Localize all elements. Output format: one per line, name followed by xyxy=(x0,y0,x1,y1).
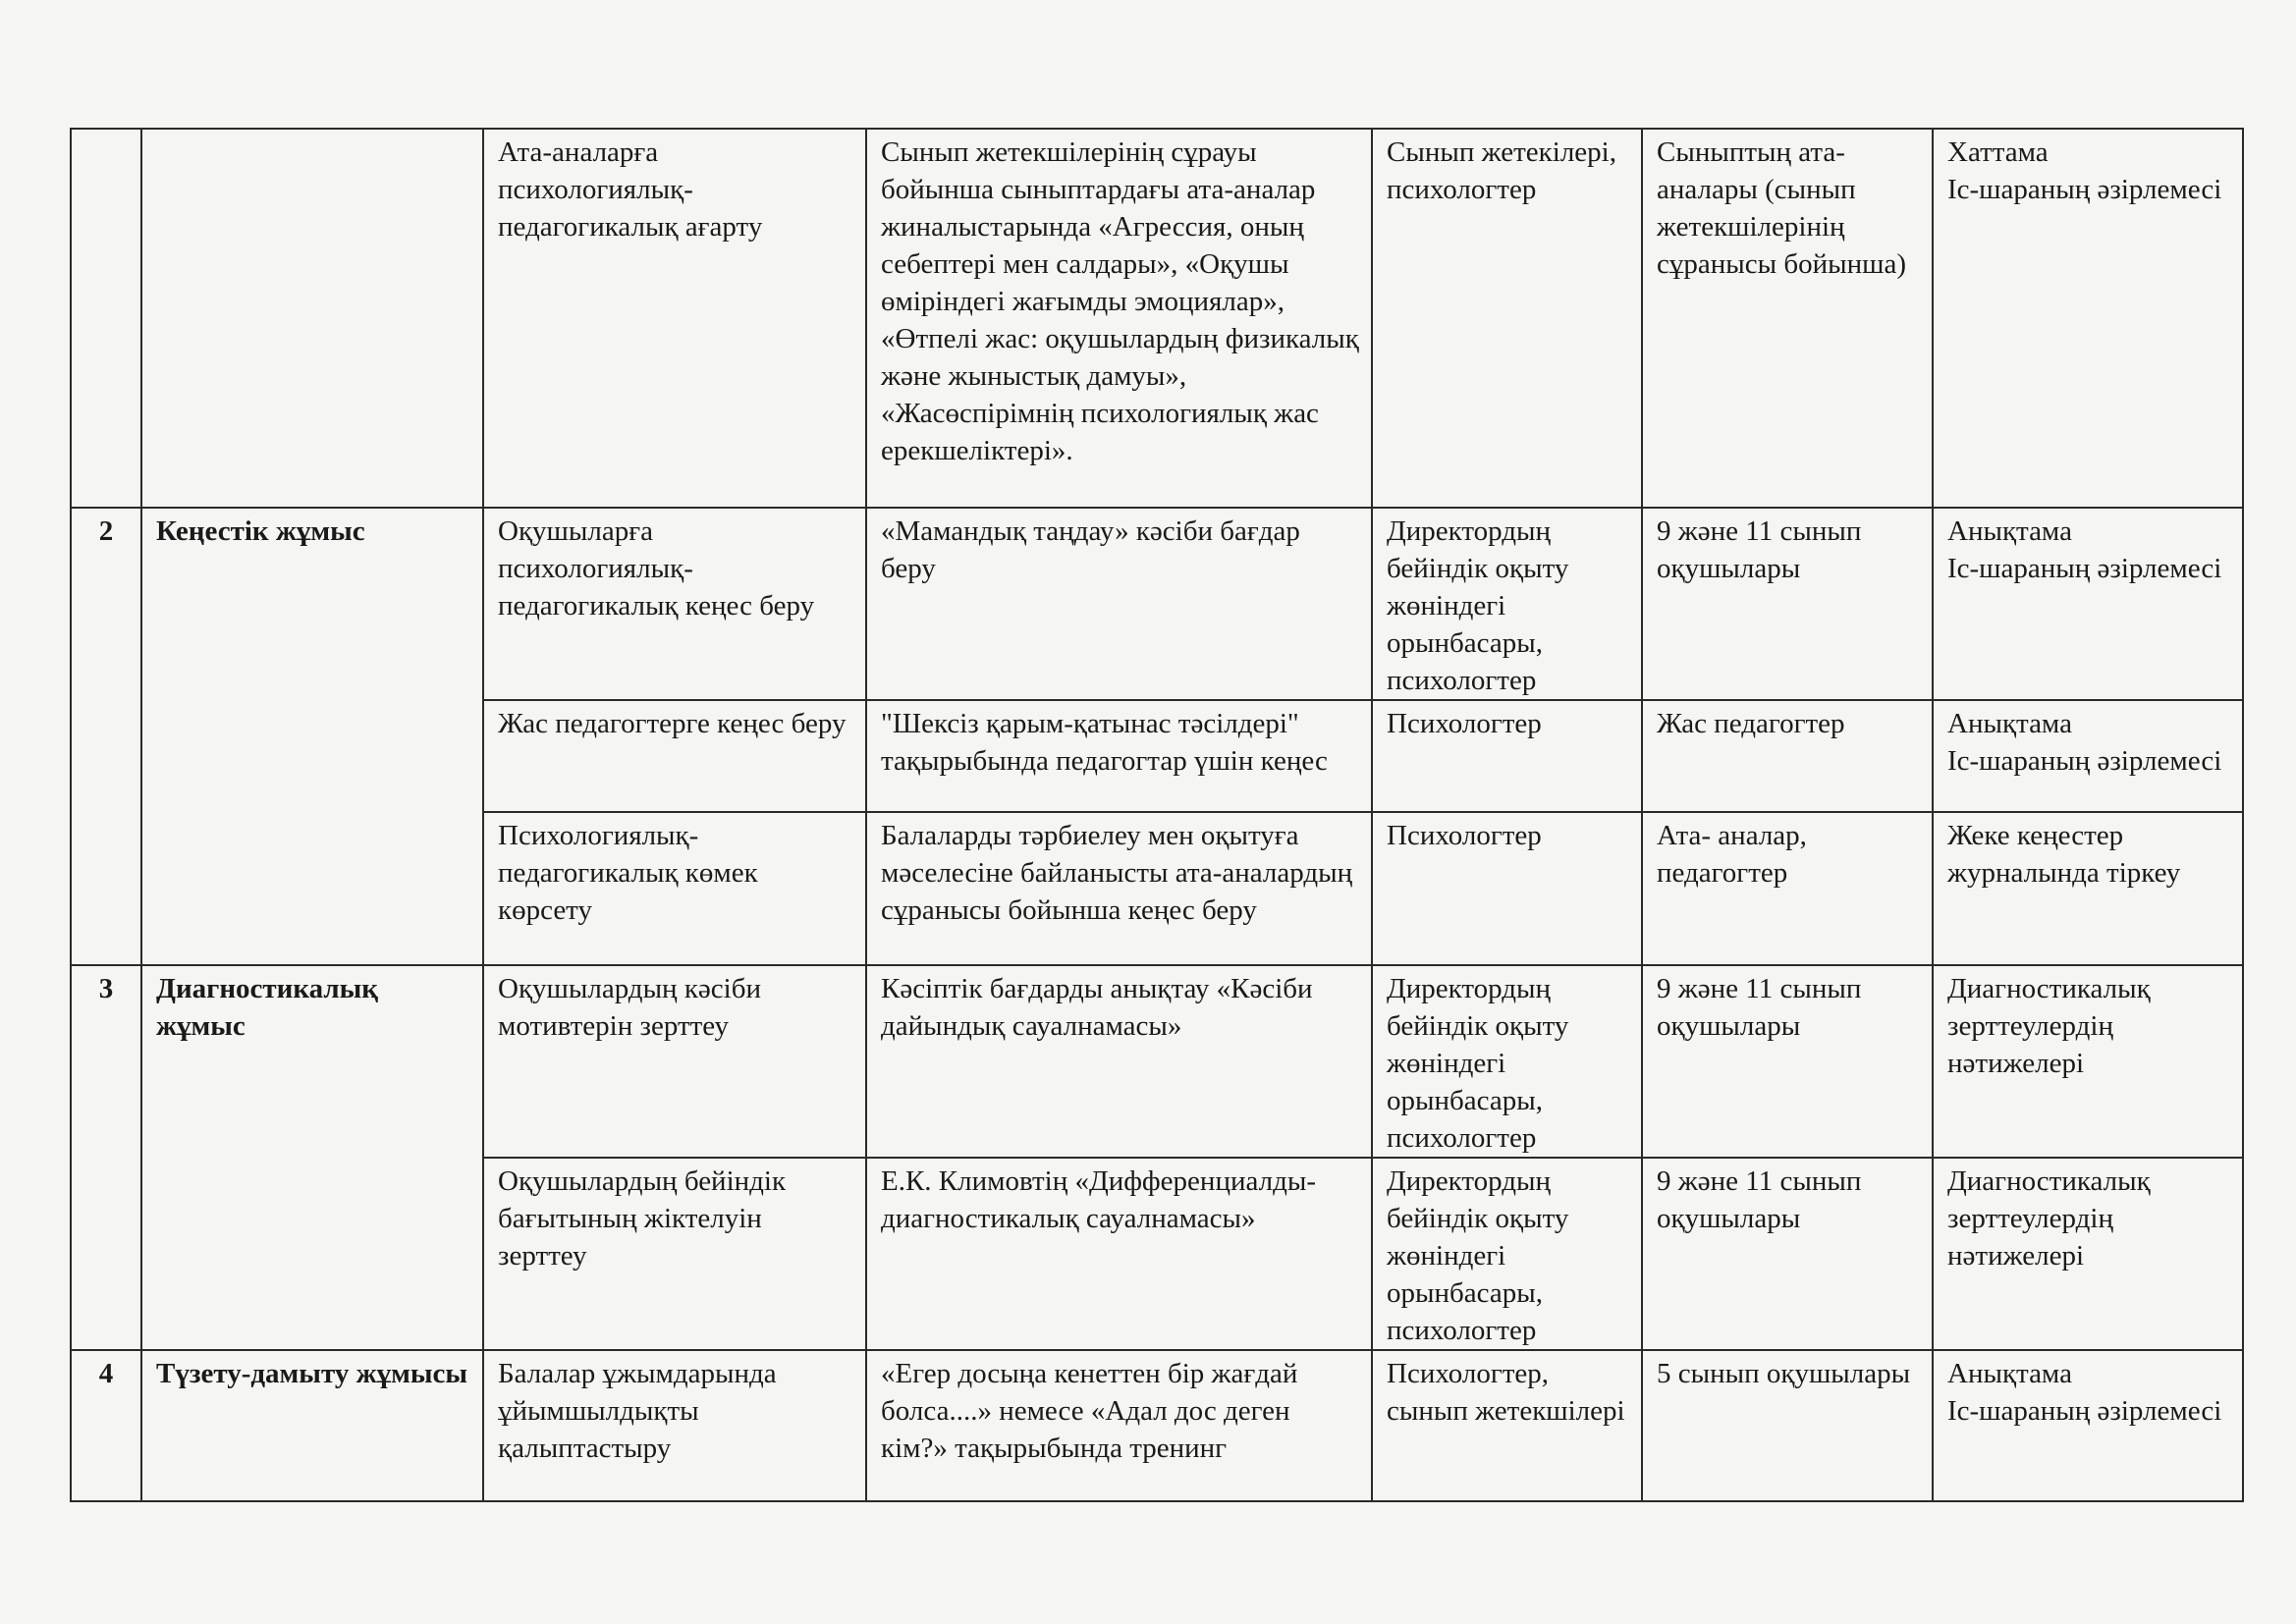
section-name: Диагностикалық жұмыс xyxy=(141,965,483,1350)
result-cell: Анықтама Іс-шараның әзірлемесі xyxy=(1933,508,2243,700)
participants-cell: 9 және 11 сынып оқушылары xyxy=(1642,1158,1933,1350)
row-number xyxy=(71,129,141,508)
participants-cell: Сыныптың ата-аналары (сынып жетекшілерінің сұранысы бойынша) xyxy=(1642,129,1933,508)
result-cell: Анықтама Іс-шараның әзірлемесі xyxy=(1933,700,2243,812)
result-cell: Жеке кеңестер журналында тіркеу xyxy=(1933,812,2243,965)
table-row xyxy=(71,1350,2243,1501)
section-name: Кеңестік жұмыс xyxy=(141,508,483,965)
work-plan-table xyxy=(70,128,2244,1502)
direction-cell: Оқушылардың кәсіби мотивтерін зерттеу xyxy=(483,965,866,1158)
participants-cell: Ата- аналар, педагогтер xyxy=(1642,812,1933,965)
responsible-cell: Психологтер, сынып жетекшілері xyxy=(1372,1350,1642,1501)
content-cell: Балаларды тәрбиелеу мен оқытуға мәселесіне байланысты ата-аналардың сұранысы бойынша кеңес беру xyxy=(866,812,1372,965)
responsible-cell: Директордың бейіндік оқыту жөніндегі орынбасары, психологтер xyxy=(1372,965,1642,1158)
direction-cell: Жас педагогтерге кеңес беру xyxy=(483,700,866,812)
direction-cell: Оқушыларға психологиялық-педагогикалық кеңес беру xyxy=(483,508,866,700)
participants-cell: 5 сынып оқушылары xyxy=(1642,1350,1933,1501)
content-cell: «Мамандық таңдау» кәсіби бағдар беру xyxy=(866,508,1372,700)
responsible-cell: Сынып жетекілері, психологтер xyxy=(1372,129,1642,508)
responsible-cell: Директордың бейіндік оқыту жөніндегі орынбасары, психологтер xyxy=(1372,508,1642,700)
content-cell: Кәсіптік бағдарды анықтау «Кәсіби дайындық сауалнамасы» xyxy=(866,965,1372,1158)
participants-cell: 9 және 11 сынып оқушылары xyxy=(1642,508,1933,700)
result-cell: Анықтама Іс-шараның әзірлемесі xyxy=(1933,1350,2243,1501)
section-name xyxy=(141,129,483,508)
table-row xyxy=(71,508,2243,700)
responsible-cell: Директордың бейіндік оқыту жөніндегі орынбасары, психологтер xyxy=(1372,1158,1642,1350)
participants-cell: Жас педагогтер xyxy=(1642,700,1933,812)
row-number: 3 xyxy=(71,965,141,1350)
content-cell: Е.К. Климовтің «Дифференциалды-диагностикалық сауалнамасы» xyxy=(866,1158,1372,1350)
participants-cell: 9 және 11 сынып оқушылары xyxy=(1642,965,1933,1158)
direction-cell: Ата-аналарға психологиялық-педагогикалық ағарту xyxy=(483,129,866,508)
row-number: 2 xyxy=(71,508,141,965)
responsible-cell: Психологтер xyxy=(1372,812,1642,965)
table-row xyxy=(71,129,2243,508)
direction-cell: Балалар ұжымдарында ұйымшылдықты қалыптастыру xyxy=(483,1350,866,1501)
responsible-cell: Психологтер xyxy=(1372,700,1642,812)
result-cell: Диагностикалық зерттеулердің нәтижелері xyxy=(1933,965,2243,1158)
direction-cell: Оқушылардың бейіндік бағытының жіктелуін зерттеу xyxy=(483,1158,866,1350)
row-number: 4 xyxy=(71,1350,141,1501)
content-cell: Сынып жетекшілерінің сұрауы бойынша сыныптардағы ата-аналар жиналыстарында «Агрессия, оның себептері мен салдары», «Оқушы өміріндегі жағымды эмоциялар», «Өтпелі жас: оқушылардың физикалық және жыныстық дамуы», «Жасөспірімнің психологиялық жас ерекшеліктері». xyxy=(866,129,1372,508)
result-cell: Хаттама Іс-шараның әзірлемесі xyxy=(1933,129,2243,508)
content-cell: "Шексіз қарым-қатынас тәсілдері" тақырыбында педагогтар үшін кеңес xyxy=(866,700,1372,812)
direction-cell: Психологиялық-педагогикалық көмек көрсету xyxy=(483,812,866,965)
content-cell: «Егер досыңа кенеттен бір жағдай болса....» немесе «Адал дос деген кім?» тақырыбында тренинг xyxy=(866,1350,1372,1501)
table-row xyxy=(71,965,2243,1158)
section-name: Түзету-дамыту жұмысы xyxy=(141,1350,483,1501)
result-cell: Диагностикалық зерттеулердің нәтижелері xyxy=(1933,1158,2243,1350)
